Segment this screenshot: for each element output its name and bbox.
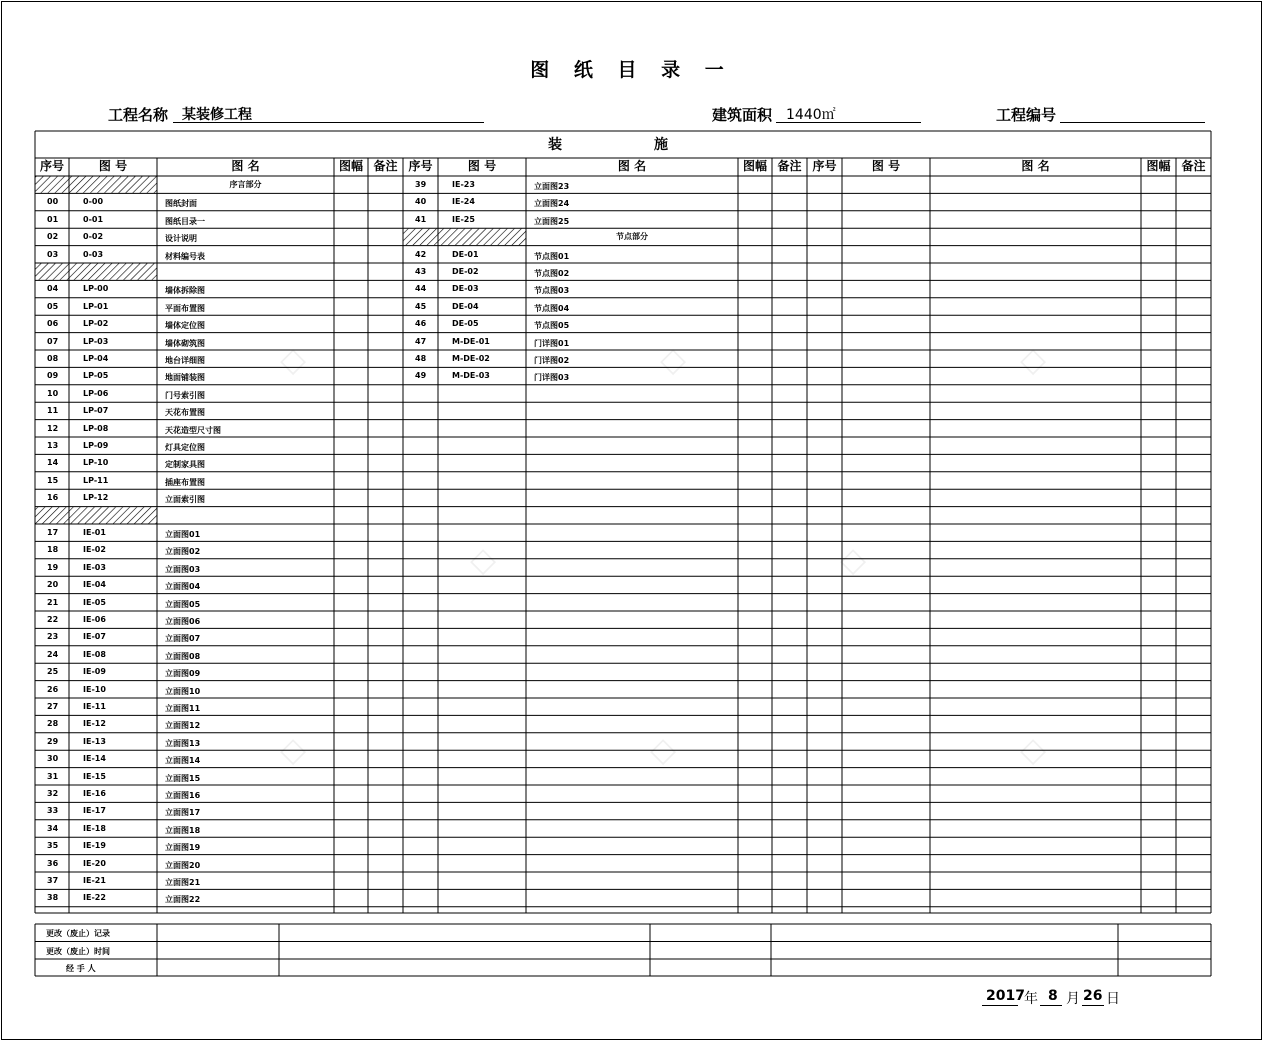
row-code: IE-02	[83, 545, 106, 555]
footer-change-record: 更改（废止）记录	[46, 929, 110, 938]
row-code: IE-18	[83, 823, 106, 833]
row-code: 0-00	[83, 197, 104, 207]
row-no: 22	[47, 615, 59, 624]
row-no: 03	[47, 249, 59, 259]
row-no: 29	[47, 736, 59, 746]
row-no: 06	[47, 319, 59, 329]
row-name: 立面图13	[165, 738, 201, 748]
row-name: 墙体砌筑图	[165, 338, 205, 348]
row-no: 20	[47, 580, 59, 590]
area-label: 建筑面积	[712, 106, 773, 124]
row-name: 立面索引图	[165, 495, 205, 505]
row-code: DE-04	[452, 301, 479, 311]
row-code: LP-08	[83, 423, 109, 433]
row-code: IE-19	[83, 841, 106, 851]
row-code: LP-01	[83, 301, 109, 311]
row-name: 立面图01	[165, 530, 201, 539]
row-name: 立面图23	[534, 182, 570, 191]
row-code: IE-03	[83, 562, 106, 572]
row-no: 39	[415, 180, 427, 189]
row-name: 立面图09	[165, 669, 201, 679]
row-no: 09	[47, 371, 59, 381]
date-year-underline	[982, 1005, 1018, 1006]
row-name: 门详图03	[534, 373, 570, 383]
row-code: LP-07	[83, 406, 109, 416]
row-no: 05	[47, 301, 59, 311]
row-name: 图纸封面	[165, 199, 197, 209]
watermark-mark: ◇	[280, 730, 307, 770]
row-name: 节点图02	[534, 269, 570, 278]
row-no: 01	[47, 214, 59, 224]
row-name: 门详图02	[534, 356, 570, 365]
row-name: 立面图05	[165, 599, 201, 609]
row-code: IE-25	[452, 214, 475, 224]
row-no: 27	[47, 702, 59, 711]
hatched-cell	[404, 229, 438, 245]
row-code: LP-03	[83, 336, 109, 346]
row-no: 37	[47, 876, 59, 885]
row-code: IE-01	[83, 528, 106, 537]
row-no: 15	[47, 475, 59, 485]
header-remark: 备注	[777, 159, 802, 173]
area-value: 1440㎡	[786, 107, 836, 123]
project-name-value: 某装修工程	[182, 107, 252, 123]
row-no: 35	[47, 841, 59, 851]
row-name: 立面图12	[165, 721, 201, 731]
row-code: LP-02	[83, 319, 109, 329]
row-code: LP-00	[83, 284, 109, 294]
row-code: 0-02	[83, 232, 104, 242]
row-code: IE-09	[83, 667, 106, 677]
date-year-unit: 年	[1024, 991, 1038, 1007]
row-code: 0-01	[83, 214, 104, 224]
row-code: LP-04	[83, 354, 109, 363]
hatched-cell	[36, 507, 69, 523]
row-code: IE-14	[83, 754, 106, 764]
footer-change-time: 更改（废止）时间	[46, 947, 110, 956]
date-day-unit: 日	[1106, 991, 1120, 1007]
row-code: IE-06	[83, 615, 106, 624]
project-no-label: 工程编号	[996, 106, 1057, 124]
date-year: 2017	[986, 988, 1025, 1004]
header-code: 图 号	[98, 159, 128, 173]
row-code: DE-01	[452, 249, 479, 259]
row-code: IE-10	[83, 684, 106, 694]
row-name: 地台详细图	[165, 356, 205, 365]
row-name: 立面图19	[165, 843, 201, 853]
date-day: 26	[1083, 988, 1103, 1004]
hatched-cell	[36, 177, 69, 193]
row-no: 32	[47, 789, 59, 798]
row-code: IE-11	[83, 702, 106, 711]
section-title: 节点部分	[616, 232, 648, 242]
row-code: M-DE-01	[452, 336, 490, 346]
row-no: 08	[47, 354, 59, 363]
row-no: 30	[47, 754, 59, 764]
row-no: 40	[415, 197, 427, 207]
row-name: 立面图06	[165, 617, 201, 626]
row-no: 28	[47, 719, 59, 729]
row-name: 墙体定位图	[165, 321, 205, 331]
row-name: 门详图01	[534, 338, 570, 348]
date-month-underline	[1040, 1005, 1062, 1006]
row-no: 31	[47, 771, 59, 781]
row-code: LP-06	[83, 388, 109, 398]
row-name: 立面图20	[165, 860, 201, 870]
row-name: 立面图03	[165, 564, 201, 574]
row-name: 立面图24	[534, 199, 570, 209]
row-no: 48	[415, 354, 427, 363]
row-no: 25	[47, 667, 59, 677]
row-no: 12	[47, 423, 59, 433]
row-name: 平面布置图	[165, 303, 205, 313]
header-name: 图 名	[1021, 159, 1050, 173]
row-name: 立面图21	[165, 878, 201, 887]
banner-right: 施	[654, 137, 668, 153]
row-code: IE-23	[452, 180, 475, 189]
banner-left: 装	[548, 137, 562, 153]
row-name: 立面图11	[165, 704, 201, 713]
row-no: 47	[415, 336, 427, 346]
row-name: 立面图04	[165, 582, 201, 592]
row-no: 18	[47, 545, 59, 555]
row-code: LP-09	[83, 441, 109, 450]
row-name: 立面图16	[165, 791, 201, 800]
header-code: 图 号	[871, 159, 901, 173]
row-no: 13	[47, 441, 59, 450]
row-name: 立面图17	[165, 808, 201, 818]
header-code: 图 号	[467, 159, 497, 173]
row-no: 10	[47, 388, 59, 398]
row-name: 定制家具图	[165, 460, 205, 470]
header-remark: 备注	[373, 159, 398, 173]
header-no: 序号	[812, 159, 837, 173]
row-code: IE-08	[83, 649, 106, 659]
row-code: 0-03	[83, 249, 104, 259]
row-code: IE-17	[83, 806, 106, 816]
row-no: 14	[47, 458, 59, 468]
hatched-cell	[36, 264, 69, 280]
row-code: DE-03	[452, 284, 479, 294]
row-name: 立面图14	[165, 756, 201, 766]
row-code: IE-04	[83, 580, 106, 590]
row-code: IE-12	[83, 719, 106, 729]
row-code: LP-10	[83, 458, 109, 468]
row-name: 材料编号表	[165, 251, 205, 261]
watermark-mark: ◇	[1020, 730, 1047, 770]
row-name: 门号索引图	[165, 390, 205, 400]
watermark-mark: ◇	[280, 340, 307, 380]
row-no: 45	[415, 301, 427, 311]
row-name: 立面图22	[165, 895, 201, 905]
watermark-mark: ◇	[650, 730, 677, 770]
row-no: 07	[47, 336, 59, 346]
row-no: 38	[47, 893, 59, 903]
row-no: 36	[47, 858, 59, 868]
row-name: 节点图01	[534, 251, 570, 261]
row-no: 43	[415, 267, 427, 276]
row-name: 墙体拆除图	[165, 286, 205, 296]
row-code: IE-16	[83, 789, 106, 798]
row-name: 立面图07	[165, 634, 201, 644]
row-code: IE-24	[452, 197, 475, 207]
row-no: 42	[415, 249, 427, 259]
row-no: 44	[415, 284, 427, 294]
hatched-cell	[70, 177, 157, 193]
watermark-mark: ◇	[660, 340, 687, 380]
watermark-mark: ◇	[840, 540, 867, 580]
watermark-mark: ◇	[1020, 340, 1047, 380]
project-name-label: 工程名称	[108, 106, 169, 124]
row-name: 立面图18	[165, 825, 201, 835]
row-no: 46	[415, 319, 427, 329]
row-no: 49	[415, 371, 427, 381]
row-code: IE-05	[83, 597, 106, 607]
row-no: 26	[47, 684, 59, 694]
header-name: 图 名	[231, 159, 260, 173]
row-code: IE-07	[83, 632, 106, 642]
row-name: 立面图15	[165, 773, 201, 783]
row-no: 17	[47, 528, 59, 537]
row-no: 23	[47, 632, 59, 642]
hatched-cell	[70, 264, 157, 280]
row-code: IE-13	[83, 736, 106, 746]
row-name: 天花布置图	[165, 408, 205, 418]
row-name: 立面图10	[165, 686, 201, 696]
row-no: 24	[47, 649, 59, 659]
row-code: IE-21	[83, 876, 106, 885]
row-code: M-DE-03	[452, 371, 490, 381]
header-size: 图幅	[1146, 159, 1171, 173]
row-name: 立面图25	[534, 216, 570, 226]
row-name: 插座布置图	[165, 477, 205, 487]
header-name: 图 名	[617, 159, 647, 173]
row-name: 立面图08	[165, 651, 201, 661]
row-code: DE-02	[452, 267, 479, 276]
row-no: 11	[47, 406, 59, 416]
row-code: LP-05	[83, 371, 109, 381]
row-no: 21	[47, 597, 59, 607]
row-code: DE-05	[452, 319, 479, 329]
row-no: 02	[47, 232, 59, 242]
row-code: IE-22	[83, 893, 106, 903]
row-code: LP-11	[83, 475, 109, 485]
row-no: 04	[47, 284, 59, 294]
row-name: 灯具定位图	[165, 443, 205, 452]
header-no: 序号	[39, 159, 64, 173]
row-code: LP-12	[83, 493, 109, 503]
row-name: 地面铺装图	[165, 373, 205, 383]
row-no: 33	[47, 806, 59, 816]
row-no: 19	[47, 562, 59, 572]
row-name: 节点图04	[534, 303, 570, 313]
row-name: 节点图05	[534, 321, 570, 331]
row-name: 图纸目录一	[165, 216, 205, 226]
header-size: 图幅	[338, 159, 363, 173]
hatched-cell	[439, 229, 526, 245]
row-code: IE-15	[83, 771, 106, 781]
row-name: 立面图02	[165, 547, 201, 557]
row-no: 16	[47, 493, 59, 503]
header-no: 序号	[408, 159, 433, 173]
row-name: 节点图03	[534, 286, 570, 296]
header-remark: 备注	[1181, 159, 1206, 173]
row-name: 设计说明	[165, 234, 197, 244]
row-no: 00	[47, 197, 59, 207]
date-month-unit: 月	[1066, 991, 1080, 1007]
header-size: 图幅	[742, 159, 767, 173]
watermark-mark: ◇	[470, 540, 497, 580]
row-no: 34	[47, 823, 59, 833]
row-name: 天花造型尺寸图	[165, 425, 221, 435]
row-code: IE-20	[83, 858, 106, 868]
hatched-cell	[70, 507, 157, 523]
page-title: 图 纸 目 录 一	[530, 59, 733, 81]
row-no: 41	[415, 214, 427, 224]
date-day-underline	[1082, 1005, 1104, 1006]
date-month: 8	[1048, 988, 1058, 1004]
section-title: 序言部分	[229, 180, 262, 189]
row-code: M-DE-02	[452, 354, 490, 363]
footer-handler: 经 手 人	[66, 964, 96, 973]
